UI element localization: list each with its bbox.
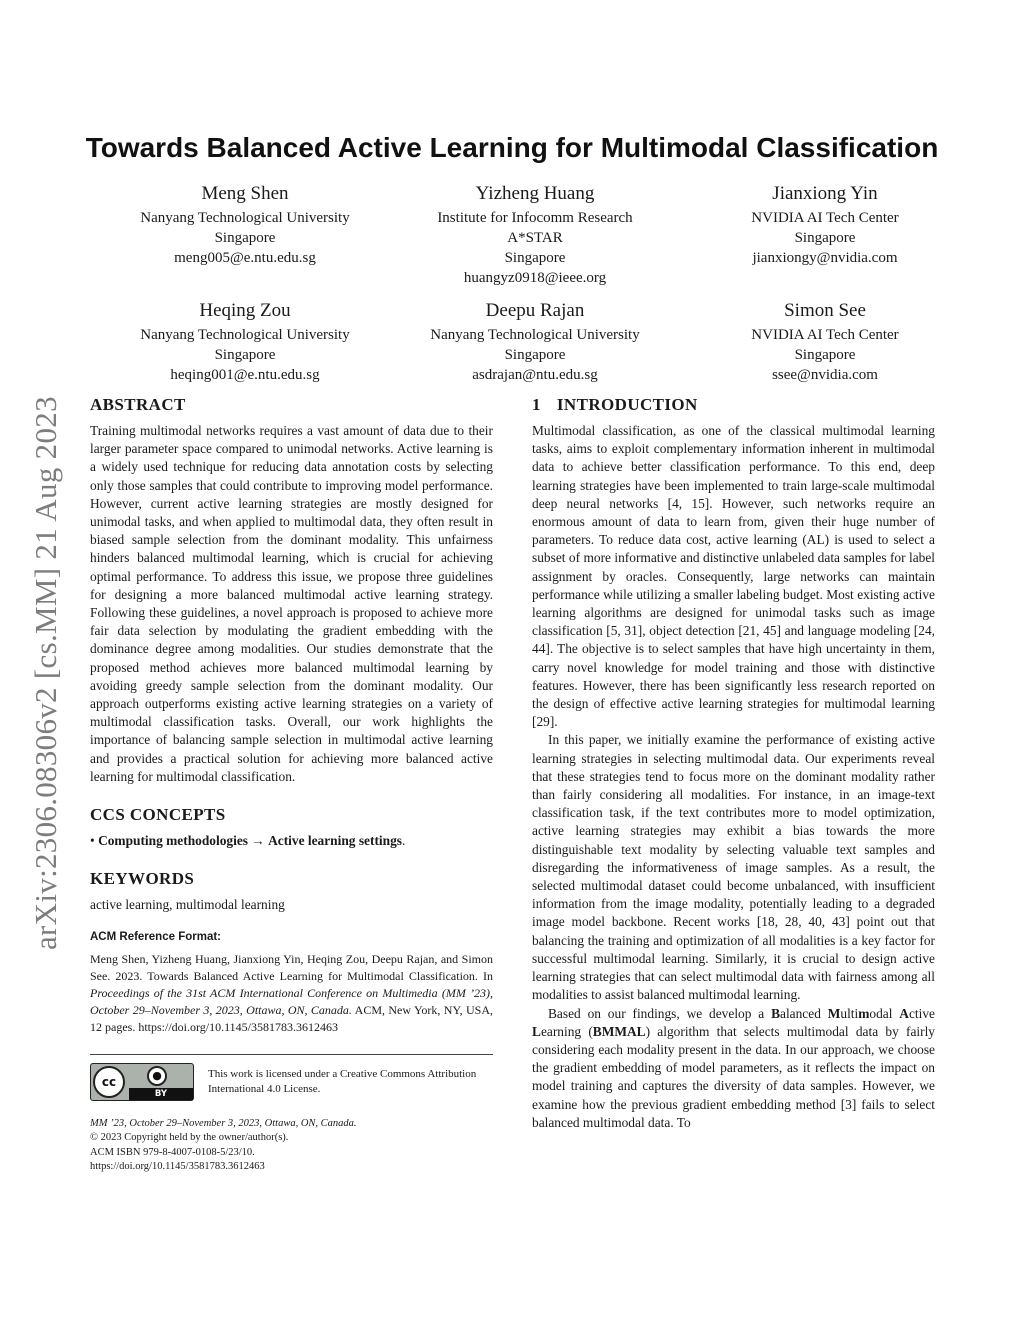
bmmal-part: alanced <box>780 1005 828 1021</box>
acm-reference-venue: Proceedings of the 31st ACM International Conference on Multimedia (MM ’23), October 29–November 3, 2023, Ottawa, ON, Canada. <box>90 985 493 1017</box>
left-column <box>90 394 493 1175</box>
author-country: Singapore <box>504 347 566 363</box>
author-email[interactable]: asdrajan@ntu.edu.sg <box>472 367 598 383</box>
ccs-concept: Computing methodologies <box>98 833 248 849</box>
author-affiliation: NVIDIA AI Tech Center <box>751 210 899 226</box>
ccs-bullet: • <box>90 833 95 849</box>
author-country: Singapore <box>214 347 276 363</box>
author-affiliation-sub: A*STAR <box>507 230 563 246</box>
introduction-heading <box>532 394 935 416</box>
bmmal-letter: A <box>899 1005 909 1021</box>
ccs-period: . <box>401 833 406 849</box>
footnote-isbn: ACM ISBN 979-8-4007-0108-5/23/10. <box>90 1146 255 1158</box>
author-email[interactable]: jianxiongy@nvidia.com <box>752 250 898 266</box>
acm-reference <box>90 928 493 1035</box>
intro-paragraph-2: In this paper, we initially examine the performance of existing active learning strategies in selecting multimodal data. Our experiments reveal that these strategies tend to focus more on the dominant modality rather than fairly considering all modalities. For instance, in an image-text classification task, if the text contributes more to model optimization, active learning strategies may exhibit a bias towards the more distinguishable text modality by selecting valuable text samples and disregarding the informativeness of image samples. As a result, the selected multimodal dataset could become unbalanced, with insufficient information from the image modality, potentially leading to a degraded image model backbone. Recent works [18, 28, 40, 43] point out that balancing the training and optimization of all modalities is a key factor for successful multimodal learning. Similarly, it is crucial to design active learning strategies that can select multimodal data with fairness among all modalities to assist balanced multimodal learning. <box>532 732 935 1003</box>
author-row-1 <box>100 182 970 288</box>
author-block <box>680 299 970 385</box>
author-name: Heqing Zou <box>199 300 291 321</box>
bmmal-abbreviation: BMMAL <box>592 1023 646 1039</box>
author-email[interactable]: huangyz0918@ieee.org <box>463 270 607 286</box>
author-name: Deepu Rajan <box>485 300 585 321</box>
footnote-doi[interactable]: https://doi.org/10.1145/3581783.3612463 <box>90 1161 265 1173</box>
author-block <box>100 299 390 385</box>
abstract-heading: ABSTRACT <box>90 395 186 414</box>
arxiv-stamp: arXiv:2306.08306v2 [cs.MM] 21 Aug 2023 <box>28 396 63 950</box>
bmmal-part: ctive <box>908 1005 935 1021</box>
bmmal-letter: m <box>858 1005 870 1021</box>
acm-reference-heading: ACM Reference Format: <box>90 931 221 944</box>
bmmal-part: earning ( <box>540 1023 593 1039</box>
license-text: This work is licensed under a Creative Commons Attribution International 4.0 License. <box>208 1067 477 1095</box>
author-affiliation: Institute for Infocomm Research <box>437 210 633 226</box>
acm-reference-authors: Meng Shen, Yizheng Huang, Jianxiong Yin, Heqing Zou, Deepu Rajan, and Simon See. 2023. Towards Balanced Active Learning for Multimodal Classification. In <box>90 951 493 983</box>
right-column <box>532 394 935 1132</box>
author-country: Singapore <box>794 230 856 246</box>
author-block <box>680 182 970 288</box>
ccs-heading: CCS CONCEPTS <box>90 805 226 825</box>
author-name: Meng Shen <box>201 183 289 204</box>
author-affiliation: Nanyang Technological University <box>430 327 640 343</box>
attribution-person-icon: ● <box>147 1066 167 1086</box>
section-number: 1 <box>532 395 541 414</box>
bmmal-part: odal <box>869 1005 900 1021</box>
footnote-copyright: © 2023 Copyright held by the owner/author(s). <box>90 1132 289 1144</box>
license-block <box>90 1063 493 1101</box>
copyright-footnotes <box>90 1117 493 1175</box>
ccs-concept-line <box>90 832 493 850</box>
author-country: Singapore <box>214 230 276 246</box>
bmmal-part: ulti <box>840 1005 859 1021</box>
author-name: Jianxiong Yin <box>772 183 878 204</box>
author-country: Singapore <box>504 250 566 266</box>
author-affiliation: Nanyang Technological University <box>140 327 350 343</box>
by-label: BY <box>129 1088 193 1100</box>
keywords-text: active learning, multimodal learning <box>90 897 285 913</box>
author-email[interactable]: ssee@nvidia.com <box>772 367 878 383</box>
author-name: Yizheng Huang <box>475 183 595 204</box>
p3-rest: ) algorithm that selects multimodal data by fairly considering each modality present in the data. In our approach, we choose the gradient embedding of model parameters, as it reflects the impact on model training and captures the diversity of data samples. However, we examine how the previous gradient embedding method [3] fails to select balanced multimodal data. To <box>532 1023 935 1130</box>
author-block <box>100 182 390 288</box>
author-affiliation: NVIDIA AI Tech Center <box>751 327 899 343</box>
footnote-conference: MM ’23, October 29–November 3, 2023, Ottawa, ON, Canada. <box>90 1117 357 1129</box>
author-email[interactable]: heqing001@e.ntu.edu.sg <box>170 367 320 383</box>
bmmal-letter: L <box>532 1023 541 1039</box>
bmmal-letter: B <box>771 1005 780 1021</box>
bmmal-letter: M <box>827 1005 841 1021</box>
ccs-arrow: → <box>251 833 265 849</box>
intro-paragraph-3 <box>532 1005 935 1132</box>
author-block <box>390 299 680 385</box>
keywords-heading: KEYWORDS <box>90 869 195 889</box>
author-block <box>390 182 680 288</box>
section-title: INTRODUCTION <box>556 395 698 414</box>
cc-by-badge-icon[interactable] <box>90 1063 194 1101</box>
license-divider <box>90 1054 493 1055</box>
author-name: Simon See <box>784 300 866 321</box>
cc-logo-icon: cc <box>93 1066 125 1098</box>
author-row-2 <box>100 299 970 385</box>
acm-reference-text <box>90 951 493 1036</box>
author-affiliation: Nanyang Technological University <box>140 210 350 226</box>
author-country: Singapore <box>794 347 856 363</box>
abstract-text: Training multimodal networks requires a vast amount of data due to their larger parameter space compared to unimodal networks. Active learning is a widely used technique for reducing data annotation costs by selecting only those samples that could contribute to improving model performance. However, current active learning strategies are mostly designed for unimodal tasks, and when applied to multimodal data, they often result in biased sample selection from the dominant modality. This unfairness hinders balanced multimodal learning, which is crucial for achieving optimal performance. To address this issue, we propose three guidelines for designing a more balanced multimodal active learning strategy. Following these guidelines, a novel approach is proposed to achieve more fair data selection by modulating the gradient embedding with the dominance degree among modalities. Our studies demonstrate that the proposed method achieves more balanced multimodal learning by avoiding greedy sample selection from the dominant modality. Our approach outperforms existing active learning strategies on a variety of multimodal classification tasks. Overall, our work highlights the importance of balancing sample selection in multimodal active learning and provides a practical solution for achieving more balanced active learning for multimodal classification. <box>90 423 493 784</box>
p3-start: Based on our findings, we develop a <box>548 1005 772 1021</box>
acm-reference-doi[interactable]: ACM, New York, NY, USA, 12 pages. https://doi.org/10.1145/3581783.3612463 <box>90 1002 493 1034</box>
author-email[interactable]: meng005@e.ntu.edu.sg <box>174 250 316 266</box>
ccs-setting: Active learning settings <box>268 833 402 849</box>
intro-paragraph-1: Multimodal classification, as one of the classical multimodal learning tasks, aims to exploit complementary information inherent in multimodal data to achieve better classification performance. To this end, deep learning strategies have been implemented to train large-scale multimodal deep neural networks [4, 15]. However, such networks require an enormous amount of data to learn from, given their huge number of parameters. To reduce data cost, active learning (AL) is used to select a subset of more informative and distinctive unlabeled data samples for label assignment by oracles. Consequently, large networks can maintain performance while utilizing a smaller labeling budget. Most existing active learning algorithms are designed for unimodal tasks such as image classification [5, 31], object detection [21, 45] and language modeling [24, 44]. The objective is to select samples that have high uncertainty in them, carry novel knowledge for model training and those with distinctive features. However, there has been significantly less research reported on the design of effective active learning strategies for multimodal learning [29]. <box>532 423 935 730</box>
paper-title: Towards Balanced Active Learning for Multimodal Classification <box>85 132 939 163</box>
